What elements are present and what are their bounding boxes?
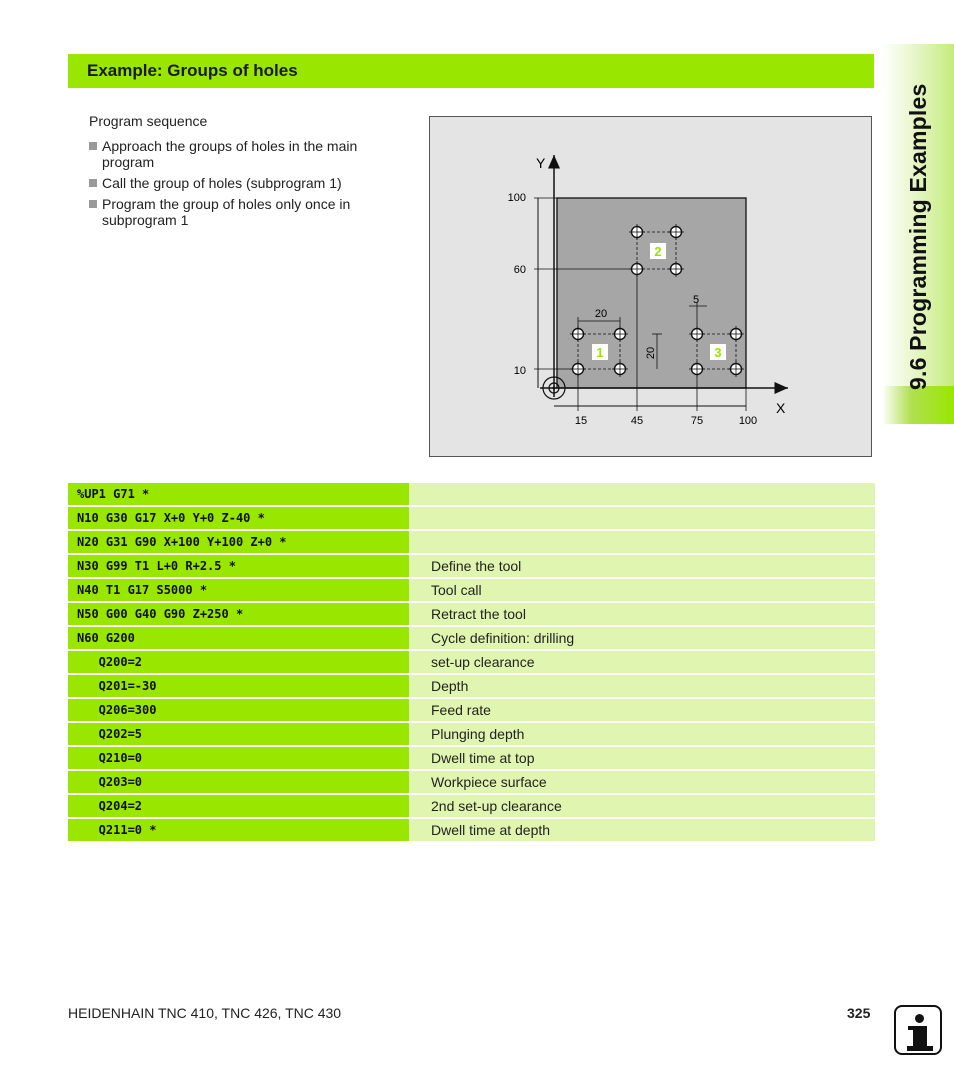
intro-bullet-text: Call the group of holes (subprogram 1) bbox=[102, 175, 342, 191]
intro-bullet-text: Approach the groups of holes in the main program bbox=[102, 138, 358, 170]
table-row bbox=[68, 675, 875, 697]
table-row bbox=[68, 579, 875, 601]
x-tick-label: 100 bbox=[738, 415, 758, 427]
bullet-square-icon bbox=[89, 179, 97, 187]
intro-bullet bbox=[89, 196, 389, 228]
table-row bbox=[68, 627, 875, 649]
program-code: N60 G200 bbox=[68, 627, 409, 649]
intro-bullet-text: Program the group of holes only once in subprogram 1 bbox=[102, 196, 351, 228]
side-tab-accent bbox=[882, 386, 954, 424]
program-code: Q201=-30 bbox=[68, 675, 409, 697]
x-tick-label: 75 bbox=[690, 415, 704, 427]
program-desc: Cycle definition: drilling bbox=[409, 627, 875, 649]
group-label: 3 bbox=[714, 345, 722, 360]
program-code: Q204=2 bbox=[68, 795, 409, 817]
table-row bbox=[68, 795, 875, 817]
program-code: Q202=5 bbox=[68, 723, 409, 745]
dimension-label: 5 bbox=[692, 294, 700, 306]
x-tick-label: 15 bbox=[574, 415, 588, 427]
program-desc: Depth bbox=[409, 675, 875, 697]
bullet-square-icon bbox=[89, 142, 97, 150]
table-row bbox=[68, 603, 875, 625]
program-code: Q206=300 bbox=[68, 699, 409, 721]
x-axis-label: X bbox=[776, 400, 786, 416]
table-row bbox=[68, 699, 875, 721]
program-desc: Dwell time at depth bbox=[409, 819, 875, 841]
program-desc: set-up clearance bbox=[409, 651, 875, 673]
info-icon bbox=[894, 1005, 942, 1055]
intro-section bbox=[89, 113, 389, 233]
intro-lead: Program sequence bbox=[89, 113, 208, 129]
program-code: N40 T1 G17 S5000 * bbox=[68, 579, 409, 601]
intro-bullet bbox=[89, 138, 389, 170]
holes-diagram bbox=[429, 116, 872, 457]
program-table bbox=[68, 483, 875, 843]
table-row bbox=[68, 507, 875, 529]
group-label: 2 bbox=[654, 244, 662, 259]
y-tick-label: 100 bbox=[507, 192, 526, 204]
y-tick-label: 10 bbox=[513, 365, 526, 377]
table-row bbox=[68, 747, 875, 769]
table-row bbox=[68, 651, 875, 673]
program-code: Q200=2 bbox=[68, 651, 409, 673]
table-row bbox=[68, 771, 875, 793]
program-code: Q203=0 bbox=[68, 771, 409, 793]
intro-bullet bbox=[89, 175, 389, 191]
group-label: 1 bbox=[596, 345, 604, 360]
program-code: N30 G99 T1 L+0 R+2.5 * bbox=[68, 555, 409, 577]
table-row bbox=[68, 483, 875, 505]
program-desc: Workpiece surface bbox=[409, 771, 875, 793]
dimension-label: 20 bbox=[645, 346, 657, 360]
program-desc: Plunging depth bbox=[409, 723, 875, 745]
program-desc: Retract the tool bbox=[409, 603, 875, 625]
program-desc: Feed rate bbox=[409, 699, 875, 721]
table-row bbox=[68, 723, 875, 745]
chapter-title: 9.6 Programming Examples bbox=[905, 83, 931, 390]
y-axis-label: Y bbox=[536, 155, 546, 171]
section-title: Example: Groups of holes bbox=[87, 61, 298, 80]
program-code: N10 G30 G17 X+0 Y+0 Z-40 * bbox=[68, 507, 409, 529]
page-number: 325 bbox=[847, 1005, 871, 1021]
program-desc bbox=[409, 483, 875, 505]
program-code: N50 G00 G40 G90 Z+250 * bbox=[68, 603, 409, 625]
section-title-bar bbox=[68, 54, 874, 88]
table-row bbox=[68, 531, 875, 553]
program-desc: Dwell time at top bbox=[409, 747, 875, 769]
dimension-label: 20 bbox=[594, 308, 608, 320]
program-code: %UP1 G71 * bbox=[68, 483, 409, 505]
table-row bbox=[68, 819, 875, 841]
bullet-square-icon bbox=[89, 200, 97, 208]
program-code: Q210=0 bbox=[68, 747, 409, 769]
program-code: N20 G31 G90 X+100 Y+100 Z+0 * bbox=[68, 531, 409, 553]
y-tick-label: 60 bbox=[513, 264, 526, 276]
x-tick-label: 45 bbox=[630, 415, 644, 427]
program-desc: Tool call bbox=[409, 579, 875, 601]
program-desc: 2nd set-up clearance bbox=[409, 795, 875, 817]
holes-diagram-svg bbox=[430, 117, 873, 458]
program-desc bbox=[409, 507, 875, 529]
footer-product: HEIDENHAIN TNC 410, TNC 426, TNC 430 bbox=[68, 1005, 342, 1021]
program-desc: Define the tool bbox=[409, 555, 875, 577]
table-row bbox=[68, 555, 875, 577]
program-desc bbox=[409, 531, 875, 553]
program-code: Q211=0 * bbox=[68, 819, 409, 841]
